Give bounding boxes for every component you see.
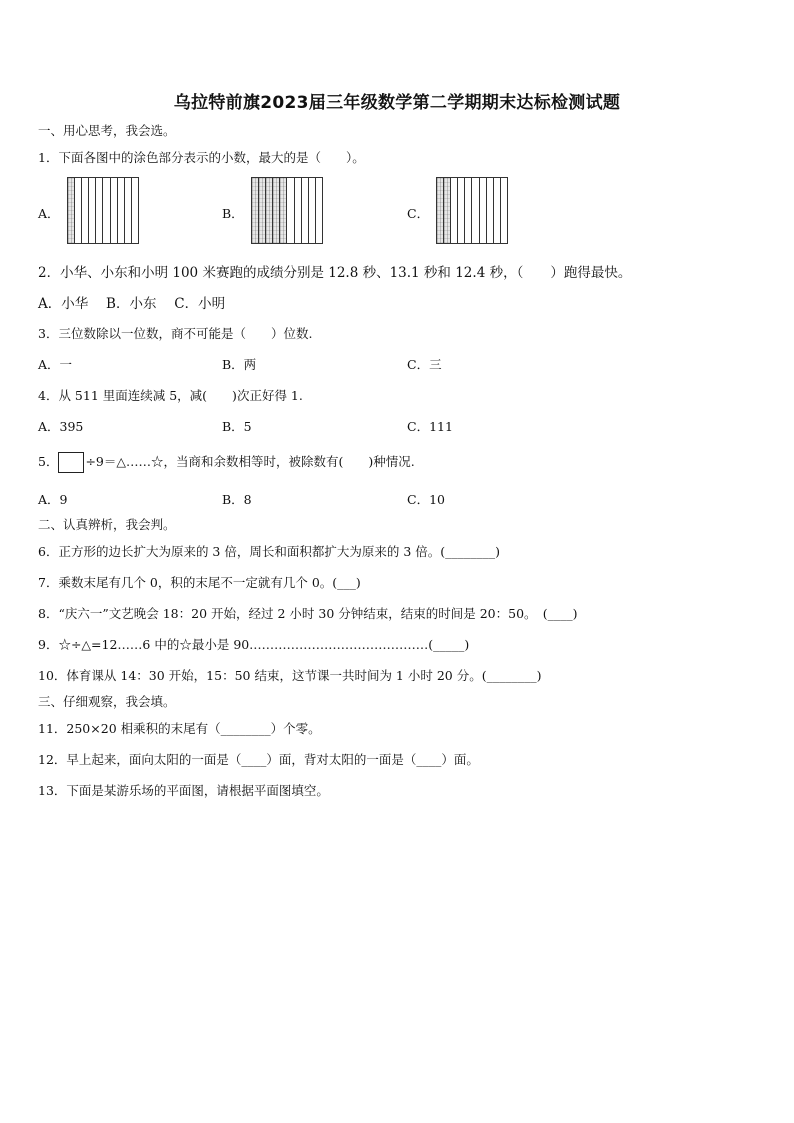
question-3: 3．三位数除以一位数，商不可能是（ ）位数.	[38, 326, 313, 341]
shaded-column	[444, 178, 451, 243]
blank-column	[309, 178, 316, 243]
blank-column	[295, 178, 302, 243]
q1-option-b: B．	[222, 206, 244, 221]
question-10: 10．体育课从 14：30 开始，15：50 结束，这节课一共时间为 1 小时 20 分。(________)	[38, 668, 542, 683]
shaded-column	[68, 178, 75, 243]
blank-column	[89, 178, 96, 243]
q3-option-a: A．一	[38, 357, 73, 372]
blank-column	[82, 178, 89, 243]
blank-column	[118, 178, 125, 243]
question-5	[38, 452, 415, 473]
q3-option-b: B．两	[222, 357, 257, 372]
section-2-heading: 二、认真辨析，我会判。	[38, 517, 176, 532]
q4-option-a: A．395	[38, 419, 84, 434]
shaded-column	[266, 178, 273, 243]
question-8: 8．“庆六一”文艺晚会 18：20 开始，经过 2 小时 30 分钟结束，结束的时间是 20：50。 (____)	[38, 606, 578, 621]
q5-option-a: A．9	[38, 492, 68, 507]
blank-column	[96, 178, 103, 243]
blank-column	[458, 178, 465, 243]
q1-figure-b	[251, 177, 323, 244]
blank-column	[465, 178, 472, 243]
blank-column	[316, 178, 322, 243]
shaded-column	[437, 178, 444, 243]
q5-text: ÷9＝△……☆，当商和余数相等时，被除数有( )种情况.	[85, 454, 415, 469]
question-9: 9．☆÷△=12……6 中的☆最小是 90.……………………………………(_____)	[38, 637, 470, 652]
dividend-blank-box	[58, 452, 84, 473]
blank-column	[451, 178, 458, 243]
q4-option-b: B．5	[222, 419, 252, 434]
page-title: 乌拉特前旗2023届三年级数学第二学期期末达标检测试题	[173, 93, 621, 113]
q2-options: A．小华 B．小东 C．小明	[38, 296, 226, 312]
q1-option-c: C．	[407, 206, 430, 221]
q3-option-c: C．三	[407, 357, 442, 372]
q5-option-c: C．10	[407, 492, 445, 507]
section-1-heading: 一、用心思考，我会选。	[38, 123, 176, 138]
blank-column	[487, 178, 494, 243]
q4-option-c: C．111	[407, 419, 453, 434]
blank-column	[472, 178, 479, 243]
q1-figure-c	[436, 177, 508, 244]
blank-column	[111, 178, 118, 243]
blank-column	[103, 178, 110, 243]
question-11: 11．250×20 相乘积的末尾有（________）个零。	[38, 721, 321, 736]
blank-column	[494, 178, 501, 243]
section-3-heading: 三、仔细观察，我会填。	[38, 694, 176, 709]
question-4: 4．从 511 里面连续减 5，减( )次正好得 1.	[38, 388, 303, 403]
blank-column	[501, 178, 507, 243]
blank-column	[287, 178, 294, 243]
question-12: 12．早上起来，面向太阳的一面是（____）面，背对太阳的一面是（____）面。	[38, 752, 479, 767]
question-7: 7．乘数末尾有几个 0，积的末尾不一定就有几个 0。(___)	[38, 575, 361, 590]
question-13: 13．下面是某游乐场的平面图，请根据平面图填空。	[38, 783, 329, 798]
shaded-column	[252, 178, 259, 243]
question-6: 6．正方形的边长扩大为原来的 3 倍，周长和面积都扩大为原来的 3 倍。(________)	[38, 544, 501, 559]
question-2: 2．小华、小东和小明 100 米赛跑的成绩分别是 12.8 秒、13.1 秒和 12.4 秒，（ ）跑得最快。	[38, 265, 632, 281]
shaded-column	[273, 178, 280, 243]
blank-column	[132, 178, 138, 243]
q5-number: 5．	[38, 454, 59, 469]
q1-option-a: A．	[38, 206, 60, 221]
q1-figure-a	[67, 177, 139, 244]
shaded-column	[259, 178, 266, 243]
blank-column	[125, 178, 132, 243]
shaded-column	[280, 178, 287, 243]
blank-column	[75, 178, 82, 243]
blank-column	[480, 178, 487, 243]
question-1: 1．下面各图中的涂色部分表示的小数，最大的是（ ）。	[38, 150, 365, 165]
q5-option-b: B．8	[222, 492, 252, 507]
blank-column	[302, 178, 309, 243]
